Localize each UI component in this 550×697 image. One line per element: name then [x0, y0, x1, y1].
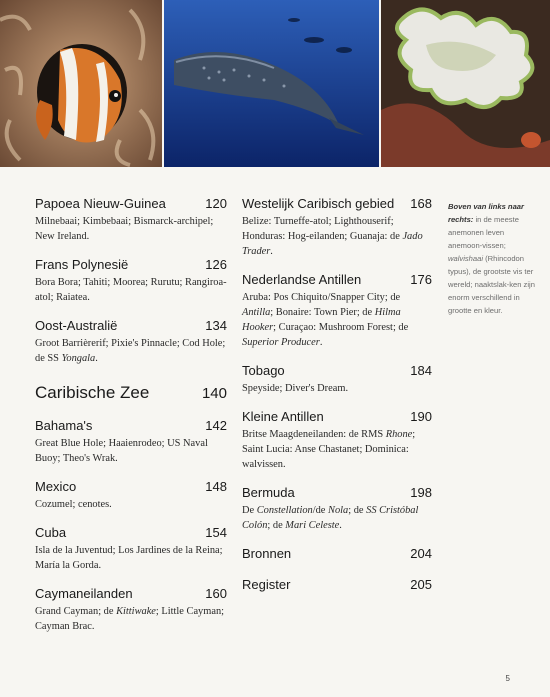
toc-entry[interactable]	[35, 196, 227, 244]
toc-page: 160	[205, 586, 227, 601]
toc-description: Aruba: Pos Chiquito/Snapper City; de Antilla; Bonaire: Town Pier; de Hilma Hooker; Curaçao: Mushroom Forest; de Superior Producer.	[242, 292, 409, 348]
toc-page: 176	[410, 272, 432, 287]
toc-title: Register	[242, 577, 291, 592]
toc-entry[interactable]	[242, 485, 432, 533]
toc-title: Caribische Zee	[35, 383, 150, 402]
toc-title: Cuba	[35, 525, 67, 540]
toc-column-right	[242, 196, 432, 606]
toc-description: Cozumel; cenotes.	[35, 499, 112, 510]
toc-title: Bahama's	[35, 418, 93, 433]
toc-page: 126	[205, 257, 227, 272]
toc-description: Belize: Turneffe-atol; Lighthouserif; Honduras: Hog-eilanden; Guanaja: de Jado Trader.	[242, 216, 423, 257]
toc-title: Tobago	[242, 363, 285, 378]
toc-description: Milnebaai; Kimbebaai; Bismarck-archipel; New Ireland.	[35, 216, 214, 242]
toc-title: Westelijk Caribisch gebied	[242, 196, 395, 211]
toc-entry[interactable]	[35, 479, 227, 512]
toc-title: Bermuda	[242, 485, 295, 500]
toc-title: Oost-Australië	[35, 318, 118, 333]
toc-description: Speyside; Diver's Dream.	[242, 383, 349, 394]
toc-title: Papoea Nieuw-Guinea	[35, 196, 166, 211]
photo-caption: Boven van links naar rechts: in de meeste anemonen leven anemoon-vissen; walvishaai (Rhincodon typus), de grootste vis ter wereld; naaktslak-ken zijn enorm verschillend in grootte en kleur.	[448, 202, 535, 315]
toc-description: Bora Bora; Tahiti; Moorea; Rurutu; Rangiroa-atol; Raiatea.	[35, 277, 227, 303]
clownfish-photo	[0, 0, 162, 167]
toc-entry[interactable]	[242, 546, 432, 562]
toc-page: 204	[410, 546, 432, 561]
toc-entry[interactable]	[242, 363, 432, 396]
toc-page: 205	[410, 577, 432, 592]
toc-title: Caymaneilanden	[35, 586, 133, 601]
toc-page: 184	[410, 363, 432, 378]
toc-description: Great Blue Hole; Haaienrodeo; US Naval Buoy; Theo's Wrak.	[35, 438, 208, 464]
toc-page: 154	[205, 525, 227, 540]
toc-page: 120	[205, 196, 227, 211]
toc-page: 148	[205, 479, 227, 494]
toc-description: Grand Cayman; de Kittiwake; Little Cayman; Cayman Brac.	[35, 606, 225, 632]
toc-entry[interactable]	[35, 318, 227, 366]
nudibranch-photo	[381, 0, 550, 167]
toc-entry[interactable]	[242, 272, 432, 350]
toc-entry[interactable]	[35, 418, 227, 466]
toc-entry[interactable]	[242, 577, 432, 593]
toc-column-left	[35, 196, 227, 647]
toc-title: Kleine Antillen	[242, 409, 324, 424]
toc-entry[interactable]	[242, 196, 432, 259]
toc-page: 140	[201, 385, 227, 402]
toc-entry[interactable]	[35, 257, 227, 305]
toc-description: Groot Barrièrerif; Pixie's Pinnacle; Cod Hole; de SS Yongala.	[35, 338, 226, 364]
toc-entry[interactable]	[35, 586, 227, 634]
toc-page: 142	[205, 418, 227, 433]
toc-entry[interactable]	[242, 409, 432, 472]
photo-strip	[0, 0, 550, 167]
toc-page: 190	[410, 409, 432, 424]
whale-shark-photo	[164, 0, 379, 167]
toc-section-heading[interactable]	[35, 383, 227, 404]
toc-page: 168	[410, 196, 432, 211]
toc-description: De Constellation/de Nola; de SS Cristóbal Colón; de Mari Celeste.	[242, 505, 419, 531]
toc-title: Nederlandse Antillen	[242, 272, 362, 287]
toc-description: Britse Maagdeneilanden: de RMS Rhone; Saint Lucia: Anse Chastanet; Dominica: walvissen.	[242, 429, 416, 470]
toc-entry[interactable]	[35, 525, 227, 573]
toc-title: Bronnen	[242, 546, 292, 561]
page-number: 5	[505, 674, 510, 683]
toc-title: Mexico	[35, 479, 77, 494]
toc-description: Isla de la Juventud; Los Jardines de la Reina; María la Gorda.	[35, 545, 223, 571]
toc-title: Frans Polynesië	[35, 257, 129, 272]
toc-page: 134	[205, 318, 227, 333]
toc-page: 198	[410, 485, 432, 500]
